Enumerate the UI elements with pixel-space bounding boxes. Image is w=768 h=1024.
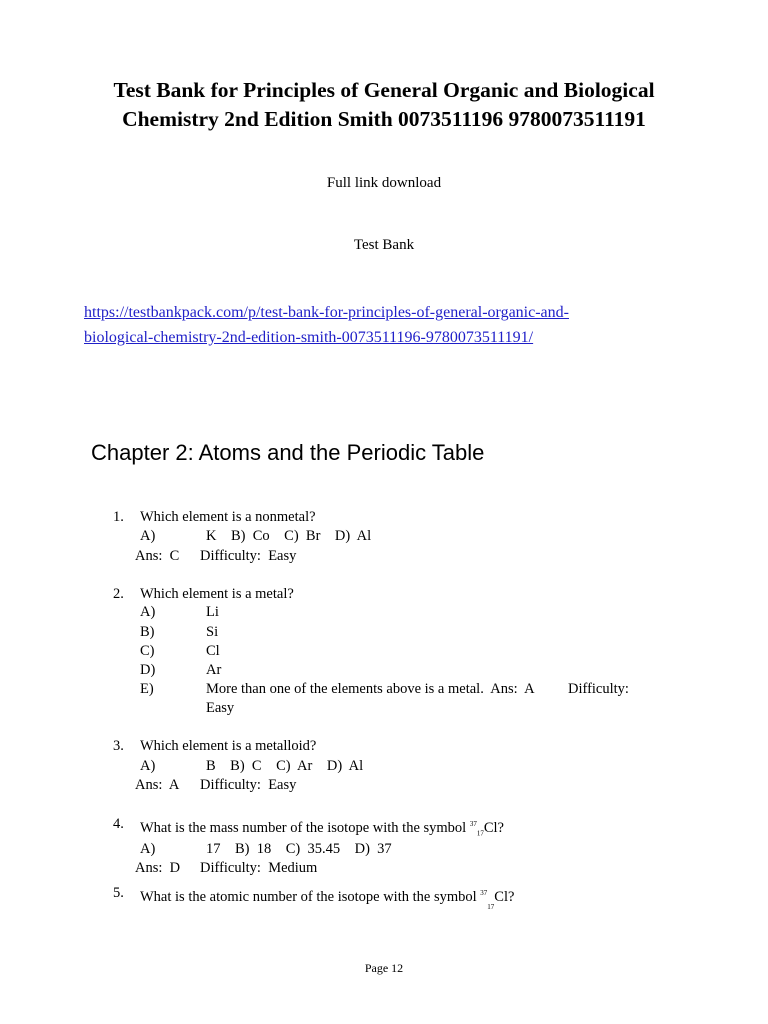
page-number: Page 12 bbox=[364, 961, 404, 975]
isotope-mass-number: 37 bbox=[480, 889, 488, 897]
question-number: 5. bbox=[113, 885, 124, 901]
option-label: A) bbox=[140, 604, 156, 620]
title-line-1: Test Bank for Principles of General Organic and Biological bbox=[113, 78, 655, 102]
test-bank-text: Test Bank bbox=[353, 237, 415, 253]
document-title bbox=[40, 76, 728, 134]
isotope-mass-number: 37 bbox=[469, 820, 477, 828]
difficulty-value: Easy bbox=[206, 700, 235, 716]
answer-options: B B) C C) Ar D) Al bbox=[206, 758, 364, 774]
download-link[interactable] bbox=[84, 300, 644, 350]
question-number: 4. bbox=[113, 816, 124, 832]
option-text: More than one of the elements above is a metal. Ans: A bbox=[206, 681, 535, 697]
isotope-atomic-number: 17 bbox=[476, 829, 484, 838]
option-label: B) bbox=[140, 624, 155, 640]
question-text: Which element is a nonmetal? bbox=[140, 509, 316, 525]
question-text: Which element is a metalloid? bbox=[140, 738, 317, 754]
option-label: A) bbox=[140, 528, 156, 544]
answer-options: K B) Co C) Br D) Al bbox=[206, 528, 372, 544]
difficulty-label: Difficulty: bbox=[568, 681, 629, 697]
full-link-text: Full link download bbox=[326, 175, 442, 191]
question-text: What is the atomic number of the isotope with the symbol $^{37}_{17}$Cl? bbox=[140, 888, 515, 911]
answer-key: Ans: C bbox=[135, 548, 180, 564]
download-link-line-2[interactable]: biological-chemistry-2nd-edition-smith-0073511196-9780073511191/ bbox=[84, 329, 534, 346]
option-text: Si bbox=[206, 624, 219, 640]
option-label: E) bbox=[140, 681, 154, 697]
option-text: Ar bbox=[206, 662, 222, 678]
option-text: Cl bbox=[206, 643, 220, 659]
title-line-2: Chemistry 2nd Edition Smith 0073511196 9780073511191 bbox=[122, 107, 646, 131]
isotope-symbol: Cl? bbox=[494, 888, 515, 905]
isotope-atomic-number: 17 bbox=[487, 902, 495, 911]
question-number: 1. bbox=[113, 509, 124, 525]
answer-key: Ans: D bbox=[135, 860, 181, 876]
question-number: 2. bbox=[113, 586, 124, 602]
question-text: Which element is a metal? bbox=[140, 586, 294, 602]
option-label: A) bbox=[140, 758, 156, 774]
download-link-line-1[interactable]: https://testbankpack.com/p/test-bank-for-principles-of-general-organic-and- bbox=[84, 304, 569, 321]
answer-options: 17 B) 18 C) 35.45 D) 37 bbox=[206, 841, 392, 857]
question-number: 3. bbox=[113, 738, 124, 754]
difficulty-rating: Difficulty: Easy bbox=[200, 777, 297, 793]
difficulty-rating: Difficulty: Easy bbox=[200, 548, 297, 564]
answer-key: Ans: A bbox=[135, 777, 180, 793]
question-text: What is the mass number of the isotope with the symbol $^{37}_{17}$Cl? bbox=[140, 819, 504, 838]
option-label: C) bbox=[140, 643, 155, 659]
option-label: A) bbox=[140, 841, 156, 857]
option-text: Li bbox=[206, 604, 219, 620]
difficulty-rating: Difficulty: Medium bbox=[200, 860, 318, 876]
chapter-heading: Chapter 2: Atoms and the Periodic Table bbox=[91, 440, 485, 465]
isotope-symbol: Cl? bbox=[483, 819, 504, 836]
option-label: D) bbox=[140, 662, 156, 678]
